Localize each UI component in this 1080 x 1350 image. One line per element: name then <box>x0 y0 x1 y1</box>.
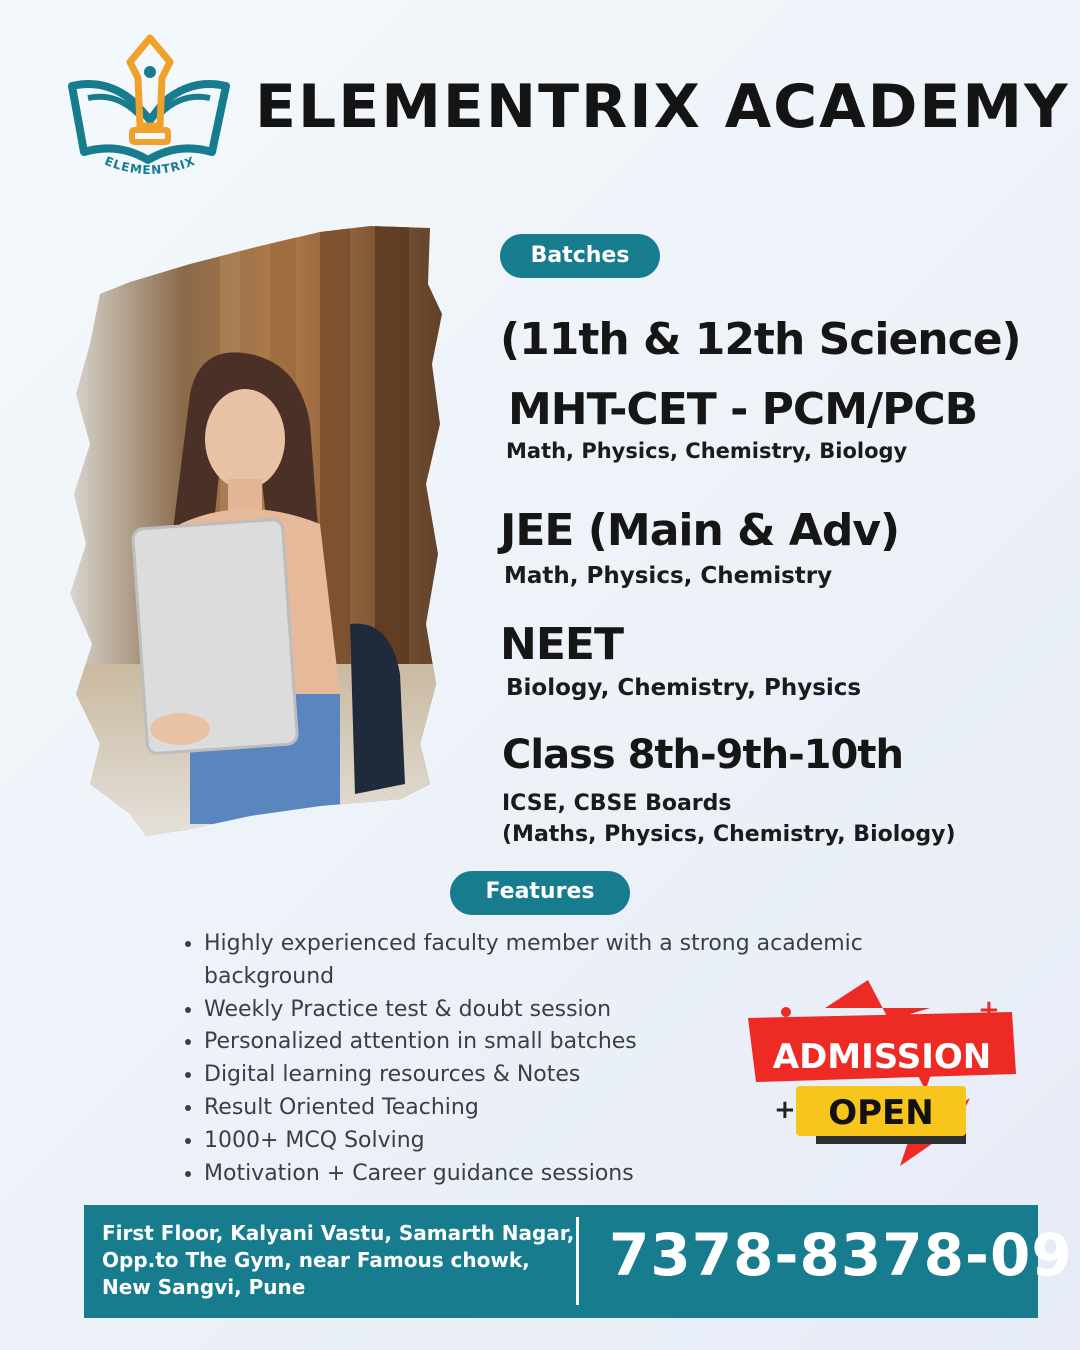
feature-item: • Result Oriented Teaching <box>204 1092 924 1125</box>
brand-title: ELEMENTRIX ACADEMY <box>255 72 1070 142</box>
badge-admission-text: ADMISSION <box>772 1037 992 1077</box>
student-photo <box>70 224 450 844</box>
jee-title: JEE (Main & Adv) <box>500 505 900 556</box>
neet-title: NEET <box>500 619 623 670</box>
feature-item: • Digital learning resources & Notes <box>204 1059 924 1092</box>
plus-icon: + <box>978 995 1000 1025</box>
admission-open-badge <box>740 978 1025 1168</box>
jee-subjects: Math, Physics, Chemistry <box>504 563 833 589</box>
mht-cet-subjects: Math, Physics, Chemistry, Biology <box>506 439 908 463</box>
logo-text: ELEMENTRIX <box>102 153 198 178</box>
feature-item: • Motivation + Career guidance sessions <box>204 1158 924 1191</box>
school-subjects: (Maths, Physics, Chemistry, Biology) <box>502 822 956 847</box>
feature-item: • Personalized attention in small batches <box>204 1026 924 1059</box>
badge-open-text: OPEN <box>828 1093 934 1133</box>
batches-pill: Batches <box>500 234 660 278</box>
mht-cet-title: MHT-CET - PCM/PCB <box>508 384 978 435</box>
phone-number[interactable]: 7378-8378-09 <box>609 1221 1073 1289</box>
features-pill: Features <box>450 871 630 915</box>
feature-item: • Highly experienced faculty member with a strong academic background <box>204 928 924 994</box>
school-class-title: Class 8th-9th-10th <box>502 732 903 778</box>
footer-divider <box>576 1217 579 1305</box>
address-line: First Floor, Kalyani Vastu, Samarth Nagar, <box>102 1221 575 1245</box>
science-heading: (11th & 12th Science) <box>500 314 1021 365</box>
feature-item: • Weekly Practice test & doubt session <box>204 994 924 1027</box>
academy-logo <box>66 34 234 184</box>
school-boards: ICSE, CBSE Boards <box>502 791 732 816</box>
address <box>102 1220 578 1301</box>
feature-item: • 1000+ MCQ Solving <box>204 1125 924 1158</box>
contact-footer <box>84 1205 1073 1318</box>
address-line: New Sangvi, Pune <box>102 1275 306 1299</box>
neet-subjects: Biology, Chemistry, Physics <box>506 675 862 701</box>
plus-icon: + <box>774 1095 796 1125</box>
address-line: Opp.to The Gym, near Famous chowk, <box>102 1248 530 1272</box>
